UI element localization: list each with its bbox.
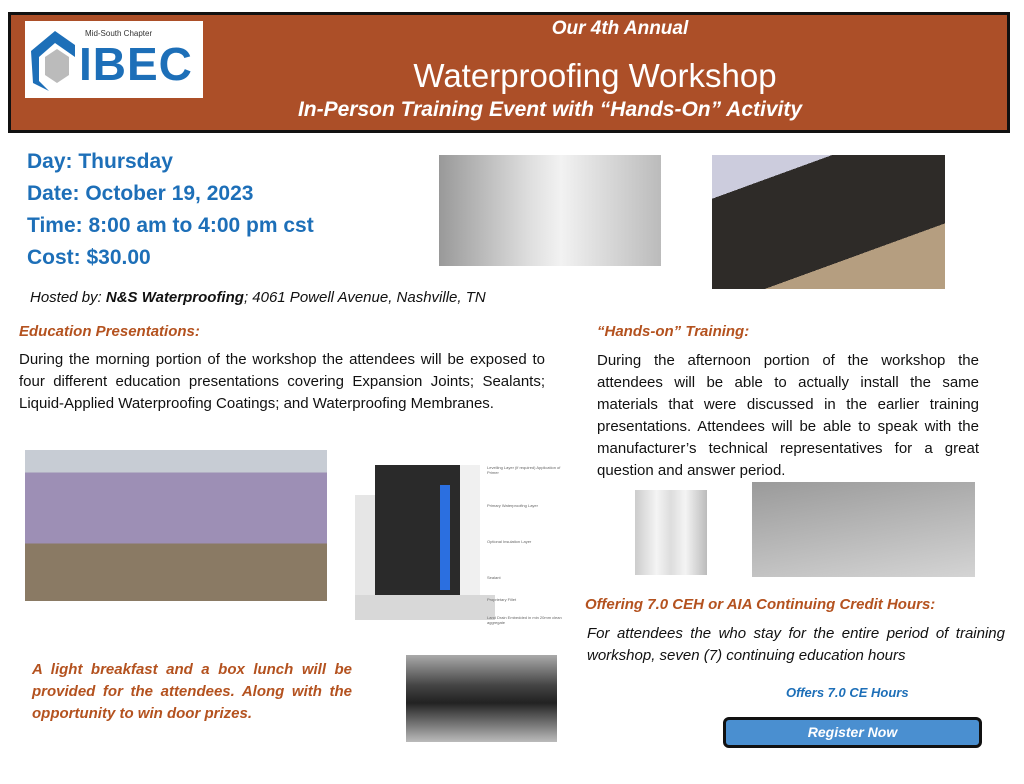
diagram-label: Proprietary Fillet bbox=[487, 597, 517, 602]
page-title: Waterproofing Workshop bbox=[413, 57, 777, 94]
host-line bbox=[30, 289, 486, 306]
host-prefix: Hosted by: bbox=[30, 289, 106, 306]
diagram-label: Land Drain Embedded in min 20mm clean aggregate bbox=[487, 615, 562, 625]
diagram-label: Levelling Layer (if required) Application of Primer bbox=[487, 465, 561, 475]
breakfast-note: A light breakfast and a box lunch will be provided for the attendees. Along with the opportunity to win door prizes. bbox=[32, 661, 352, 722]
diagram-label: Optional Insulation Layer bbox=[487, 539, 532, 544]
event-cost: Cost: $30.00 bbox=[27, 246, 151, 269]
education-text: During the morning portion of the workshop the attendees will be exposed to four different education presentations covering Expansion Joints; Sealants; Liquid-Applied Waterproofing Coatings; and Waterproofing Membranes. bbox=[19, 351, 545, 412]
education-heading: Education Presentations: bbox=[19, 323, 200, 340]
joint-cover-photo bbox=[406, 655, 557, 742]
logo-text: IBEC bbox=[79, 38, 193, 90]
host-address: ; 4061 Powell Avenue, Nashville, TN bbox=[243, 289, 486, 306]
credits-heading: Offering 7.0 CEH or AIA Continuing Credit Hours: bbox=[585, 596, 936, 613]
hands-on-text: During the afternoon portion of the workshop the attendees will be able to actually install the same materials that were discussed in the earlier training presentations. Attendees will be able to speak with the manufacturer’s technical representatives for a great question and answer period. bbox=[597, 352, 979, 479]
credits-text: For attendees the who stay for the entire period of training workshop, seven (7) continuing education hours bbox=[587, 625, 1005, 664]
caulking-photo bbox=[752, 482, 975, 577]
foundation-wall-photo bbox=[25, 450, 327, 601]
hands-on-heading: “Hands-on” Training: bbox=[597, 323, 750, 340]
diagram-label: Sealant bbox=[487, 575, 501, 580]
sealant-gun-photo bbox=[439, 155, 661, 266]
logo-chapter: Mid-South Chapter bbox=[85, 29, 153, 38]
page-subtitle: In-Person Training Event with “Hands-On” Activity bbox=[297, 98, 803, 121]
event-day: Day: Thursday bbox=[27, 150, 173, 173]
ce-hours-label: Offers 7.0 CE Hours bbox=[786, 685, 909, 700]
event-date: Date: October 19, 2023 bbox=[27, 182, 254, 205]
host-name: N&S Waterproofing bbox=[105, 289, 244, 306]
register-now-button[interactable]: Register Now bbox=[723, 717, 982, 748]
expansion-joint-photo bbox=[635, 490, 707, 575]
diagram-label: Primary Waterproofing Layer bbox=[487, 503, 538, 508]
annual-label: Our 4th Annual bbox=[551, 18, 689, 39]
membrane-install-photo bbox=[712, 155, 945, 289]
waterproofing-diagram bbox=[345, 455, 567, 635]
event-time: Time: 8:00 am to 4:00 pm cst bbox=[27, 214, 314, 237]
